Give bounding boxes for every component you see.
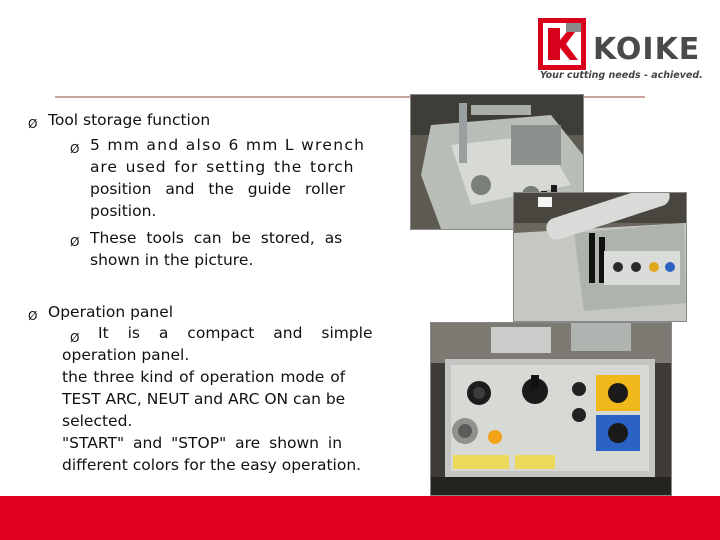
arrow-bullet-icon: Ø xyxy=(28,309,38,323)
panel-line-4: TEST ARC, NEUT and ARC ON can be xyxy=(62,390,346,408)
storage-line-2: shown in the picture. xyxy=(90,251,254,269)
wrench-holder-photo xyxy=(513,192,687,322)
panel-line-1: It is a compact and simple xyxy=(98,324,373,342)
panel-line-6: "START" and "STOP" are shown in xyxy=(62,434,343,452)
wrench-line-2: are used for setting the torch xyxy=(90,158,355,176)
panel-line-2: operation panel. xyxy=(62,346,190,364)
arrow-bullet-icon: Ø xyxy=(28,117,38,131)
koike-logo xyxy=(538,18,703,84)
wrench-line-1: 5 mm and also 6 mm L wrench xyxy=(90,136,366,154)
panel-line-5: selected. xyxy=(62,412,133,430)
panel-line-3: the three kind of operation mode of xyxy=(62,368,346,386)
wrench-line-3: position and the guide roller xyxy=(90,180,346,198)
footer-accent-bar xyxy=(0,496,720,540)
arrow-bullet-icon: Ø xyxy=(70,235,80,249)
storage-line-1: These tools can be stored, as xyxy=(90,229,343,247)
tool-storage-heading: Tool storage function xyxy=(48,111,211,129)
koike-logo-mark-icon xyxy=(538,18,586,70)
arrow-bullet-icon: Ø xyxy=(70,331,80,345)
koike-logo-text: KOIKE xyxy=(593,32,701,67)
operation-panel-heading: Operation panel xyxy=(48,303,174,321)
arrow-bullet-icon: Ø xyxy=(70,142,80,156)
panel-line-7: different colors for the easy operation. xyxy=(62,456,362,474)
operation-panel-photo xyxy=(430,322,672,496)
wrench-line-4: position. xyxy=(90,202,157,220)
koike-tagline: Your cutting needs - achieved. xyxy=(540,70,703,81)
